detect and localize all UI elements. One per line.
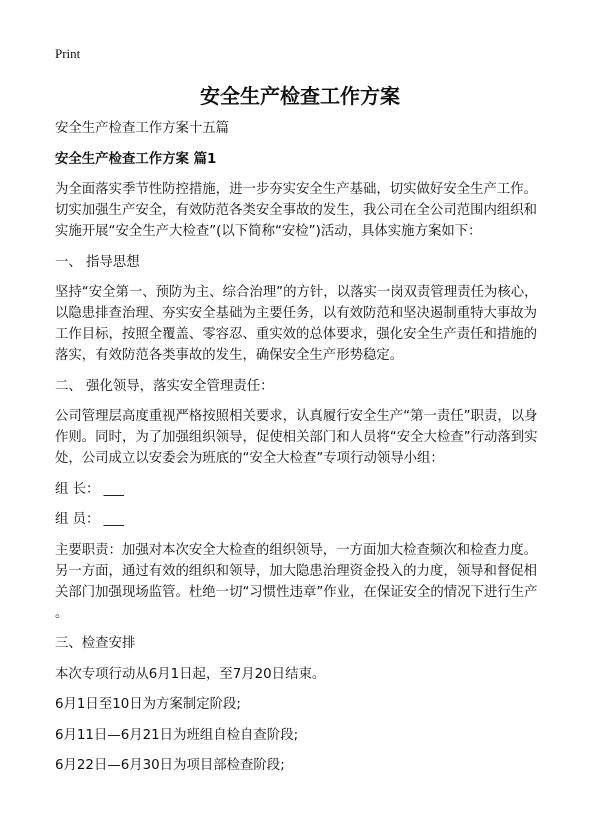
page-title: 安全生产检查工作方案	[200, 84, 400, 108]
paragraph	[55, 725, 555, 746]
document-body	[55, 118, 555, 786]
text-line: 为全面落实季节性防控措施，进一步夯实安全生产基础，切实做好安全生产工作。	[55, 182, 538, 197]
text-line: 安全生产检查工作方案十五篇	[55, 121, 230, 136]
text-line: 以隐患排查治理、夯实安全基础为主要任务，以有效防范和坚决遏制重特大事故为	[55, 306, 538, 321]
text-line: 落实，有效防范各类事故的发生，确保安全生产形势稳定。	[55, 348, 404, 363]
text-line: 另一方面，通过有效的组织和领导，加大隐患治理资金投入的力度，领导和督促相	[55, 563, 538, 579]
paragraph	[55, 118, 555, 139]
text-line: 处，公司成立以安委会为班底的“安全大检查”专项行动领导小组：	[55, 451, 444, 466]
paragraph	[55, 509, 555, 530]
paragraph	[55, 479, 555, 500]
text-line: 切实加强生产安全，有效防范各类安全事故的发生，我公司在全公司范围内组织和	[55, 203, 538, 218]
text-line: 关部门加强现场监管。杜绝一切“习惯性违章”作业，在保证安全的情况下进行生产	[55, 584, 538, 600]
text-line: 组 长： ___	[55, 481, 124, 497]
text-line: 本次专项行动从6月1日起，至7月20日结束。	[55, 666, 326, 682]
text-line: 6月22日—6月30日为项目部检查阶段;	[55, 758, 285, 773]
paragraph	[55, 694, 555, 715]
text-line: 组 员： ___	[55, 512, 124, 527]
text-line: 安全生产检查工作方案 篇1	[55, 151, 217, 167]
section-heading	[55, 149, 555, 170]
text-line: 工作目标，按照全覆盖、零容忍、重实效的总体要求，强化安全生产责任和措施的	[55, 327, 538, 342]
paragraph	[55, 282, 555, 366]
paragraph	[55, 664, 555, 685]
text-line: 6月1日至10日为方案制定阶段;	[55, 697, 241, 712]
text-line: 实施开展“安全生产大检查”(以下简称“安检”)活动，具体实施方案如下：	[55, 224, 482, 239]
paragraph	[55, 376, 555, 397]
text-line: 主要职责：加强对本次安全大检查的组织领导，一方面加大检查频次和检查力度。	[55, 542, 538, 558]
print-link[interactable]: Print	[55, 46, 81, 61]
text-line: 6月11日—6月21日为班组自检自查阶段;	[55, 727, 299, 743]
paragraph	[55, 633, 555, 654]
paragraph	[55, 406, 555, 469]
text-line: 。	[55, 605, 69, 621]
paragraph	[55, 540, 555, 624]
text-line: 公司管理层高度重视严格按照相关要求，认真履行安全生产“第一责任”职责，以身	[55, 409, 538, 424]
paragraph	[55, 252, 555, 273]
paragraph	[55, 755, 555, 776]
text-line: 三、检查安排	[55, 636, 136, 651]
text-line: 一、 指导思想	[55, 254, 140, 270]
text-line: 二、 强化领导，落实安全管理责任：	[55, 378, 274, 394]
text-line: 作则。同时，为了加强组织领导，促使相关部门和人员将“安全大检查”行动落到实	[55, 430, 538, 445]
paragraph	[55, 179, 555, 242]
text-line: 坚持“安全第一、预防为主、综合治理”的方针，以落实一岗双责管理责任为核心，	[55, 285, 538, 300]
